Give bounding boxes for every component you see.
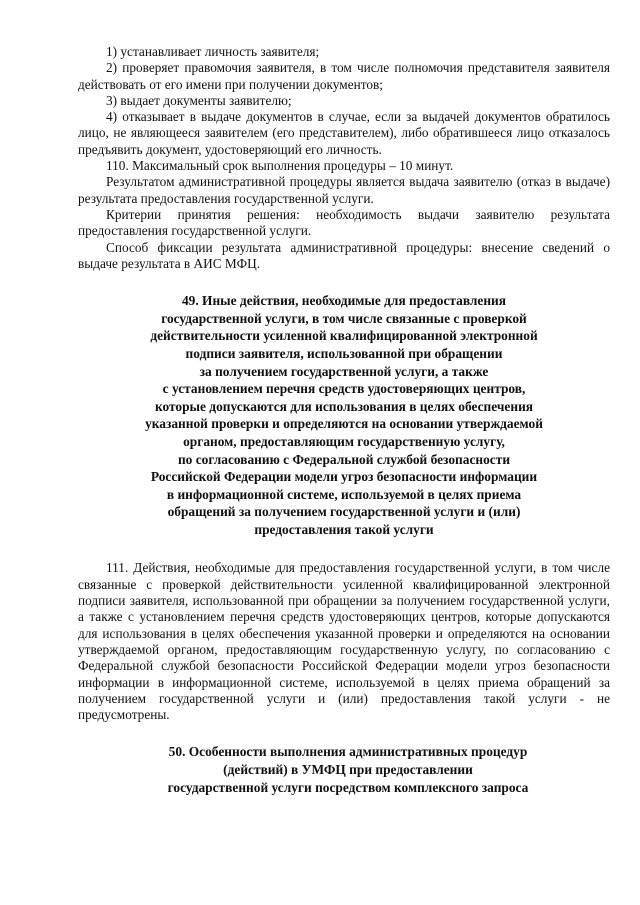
heading-line: органом, предоставляющим государственную услугу,	[183, 433, 505, 449]
section-50-heading	[78, 743, 610, 796]
heading-line: 50. Особенности выполнения административных процедур	[168, 744, 528, 760]
paragraph-criteria: Критерии принятия решения: необходимость выдачи заявителю результата предоставления государственной услуги.	[78, 206, 610, 239]
heading-line: с установлением перечня средств удостоверяющих центров,	[162, 381, 526, 397]
paragraph-result: Результатом административной процедуры является выдача заявителю (отказ в выдаче) результата предоставления государственной услуги.	[78, 174, 610, 206]
section-49-heading	[78, 292, 610, 538]
paragraph-item-3: 3) выдает документы заявителю;	[106, 92, 292, 108]
heading-line: государственной услуги, в том числе связанные с проверкой	[161, 310, 527, 326]
paragraph-fixation: Способ фиксации результата административной процедуры: внесение сведений о выдаче результата в АИС МФЦ.	[78, 239, 610, 271]
heading-line: 49. Иные действия, необходимые для предоставления	[181, 293, 507, 309]
heading-line: государственной услуги посредством комплексного запроса	[167, 779, 529, 795]
heading-line: (действий) в УМФЦ при предоставлении	[223, 762, 473, 778]
heading-line: предоставления такой услуги	[254, 521, 434, 537]
heading-line: которые допускаются для использования в целях обеспечения	[154, 398, 534, 414]
heading-line: в информационной системе, используемой в целях приема	[166, 486, 522, 502]
document-page	[78, 44, 610, 796]
heading-line: обращений за получением государственной услуги и (или)	[167, 504, 521, 520]
heading-line: Российской Федерации модели угроз безопасности информации	[150, 469, 538, 485]
heading-line: действительности усиленной квалифицированной электронной	[150, 328, 538, 344]
paragraph-item-4: 4) отказывает в выдаче документов в случае, если за выдачей документов обратилось лицо, не являющееся заявителем (его представителем), либо обратившееся лицо отказалось предъявить документ, удостоверяющий его личность.	[78, 109, 610, 157]
paragraph-item-1: 1) устанавливает личность заявителя;	[106, 44, 320, 59]
paragraph-111: 111. Действия, необходимые для предоставления государственной услуги, в том числе связанные с проверкой действительности усиленной квалифицированной электронной подписи заявителя, использованной при обращении за получением государственной услуги, а также с установлением перечня средств удостоверяющих центров, которые допускаются для использования в целях обеспечения указанной проверки и определяются на основании утверждаемой органом, предоставляющим государственную услугу, по согласованию с Федеральной службой безопасности Российской Федерации модели угроз безопасности информации в информационной системе, используемой в целях приема обращений за получением государственной услуги и (или) предоставления такой услуги - не предусмотрены.	[78, 560, 610, 723]
heading-line: подписи заявителя, использованной при обращении	[185, 345, 503, 361]
heading-line: указанной проверки и определяются на основании утверждаемой	[145, 416, 543, 432]
heading-line: по согласованию с Федеральной службой безопасности	[177, 451, 511, 467]
paragraph-110: 110. Максимальный срок выполнения процедуры – 10 минут.	[106, 158, 454, 174]
paragraph-item-2: 2) проверяет правомочия заявителя, в том числе полномочия представителя заявителя действовать от его имени при получении документов;	[78, 60, 610, 92]
heading-line: за получением государственной услуги, а также	[199, 363, 489, 379]
